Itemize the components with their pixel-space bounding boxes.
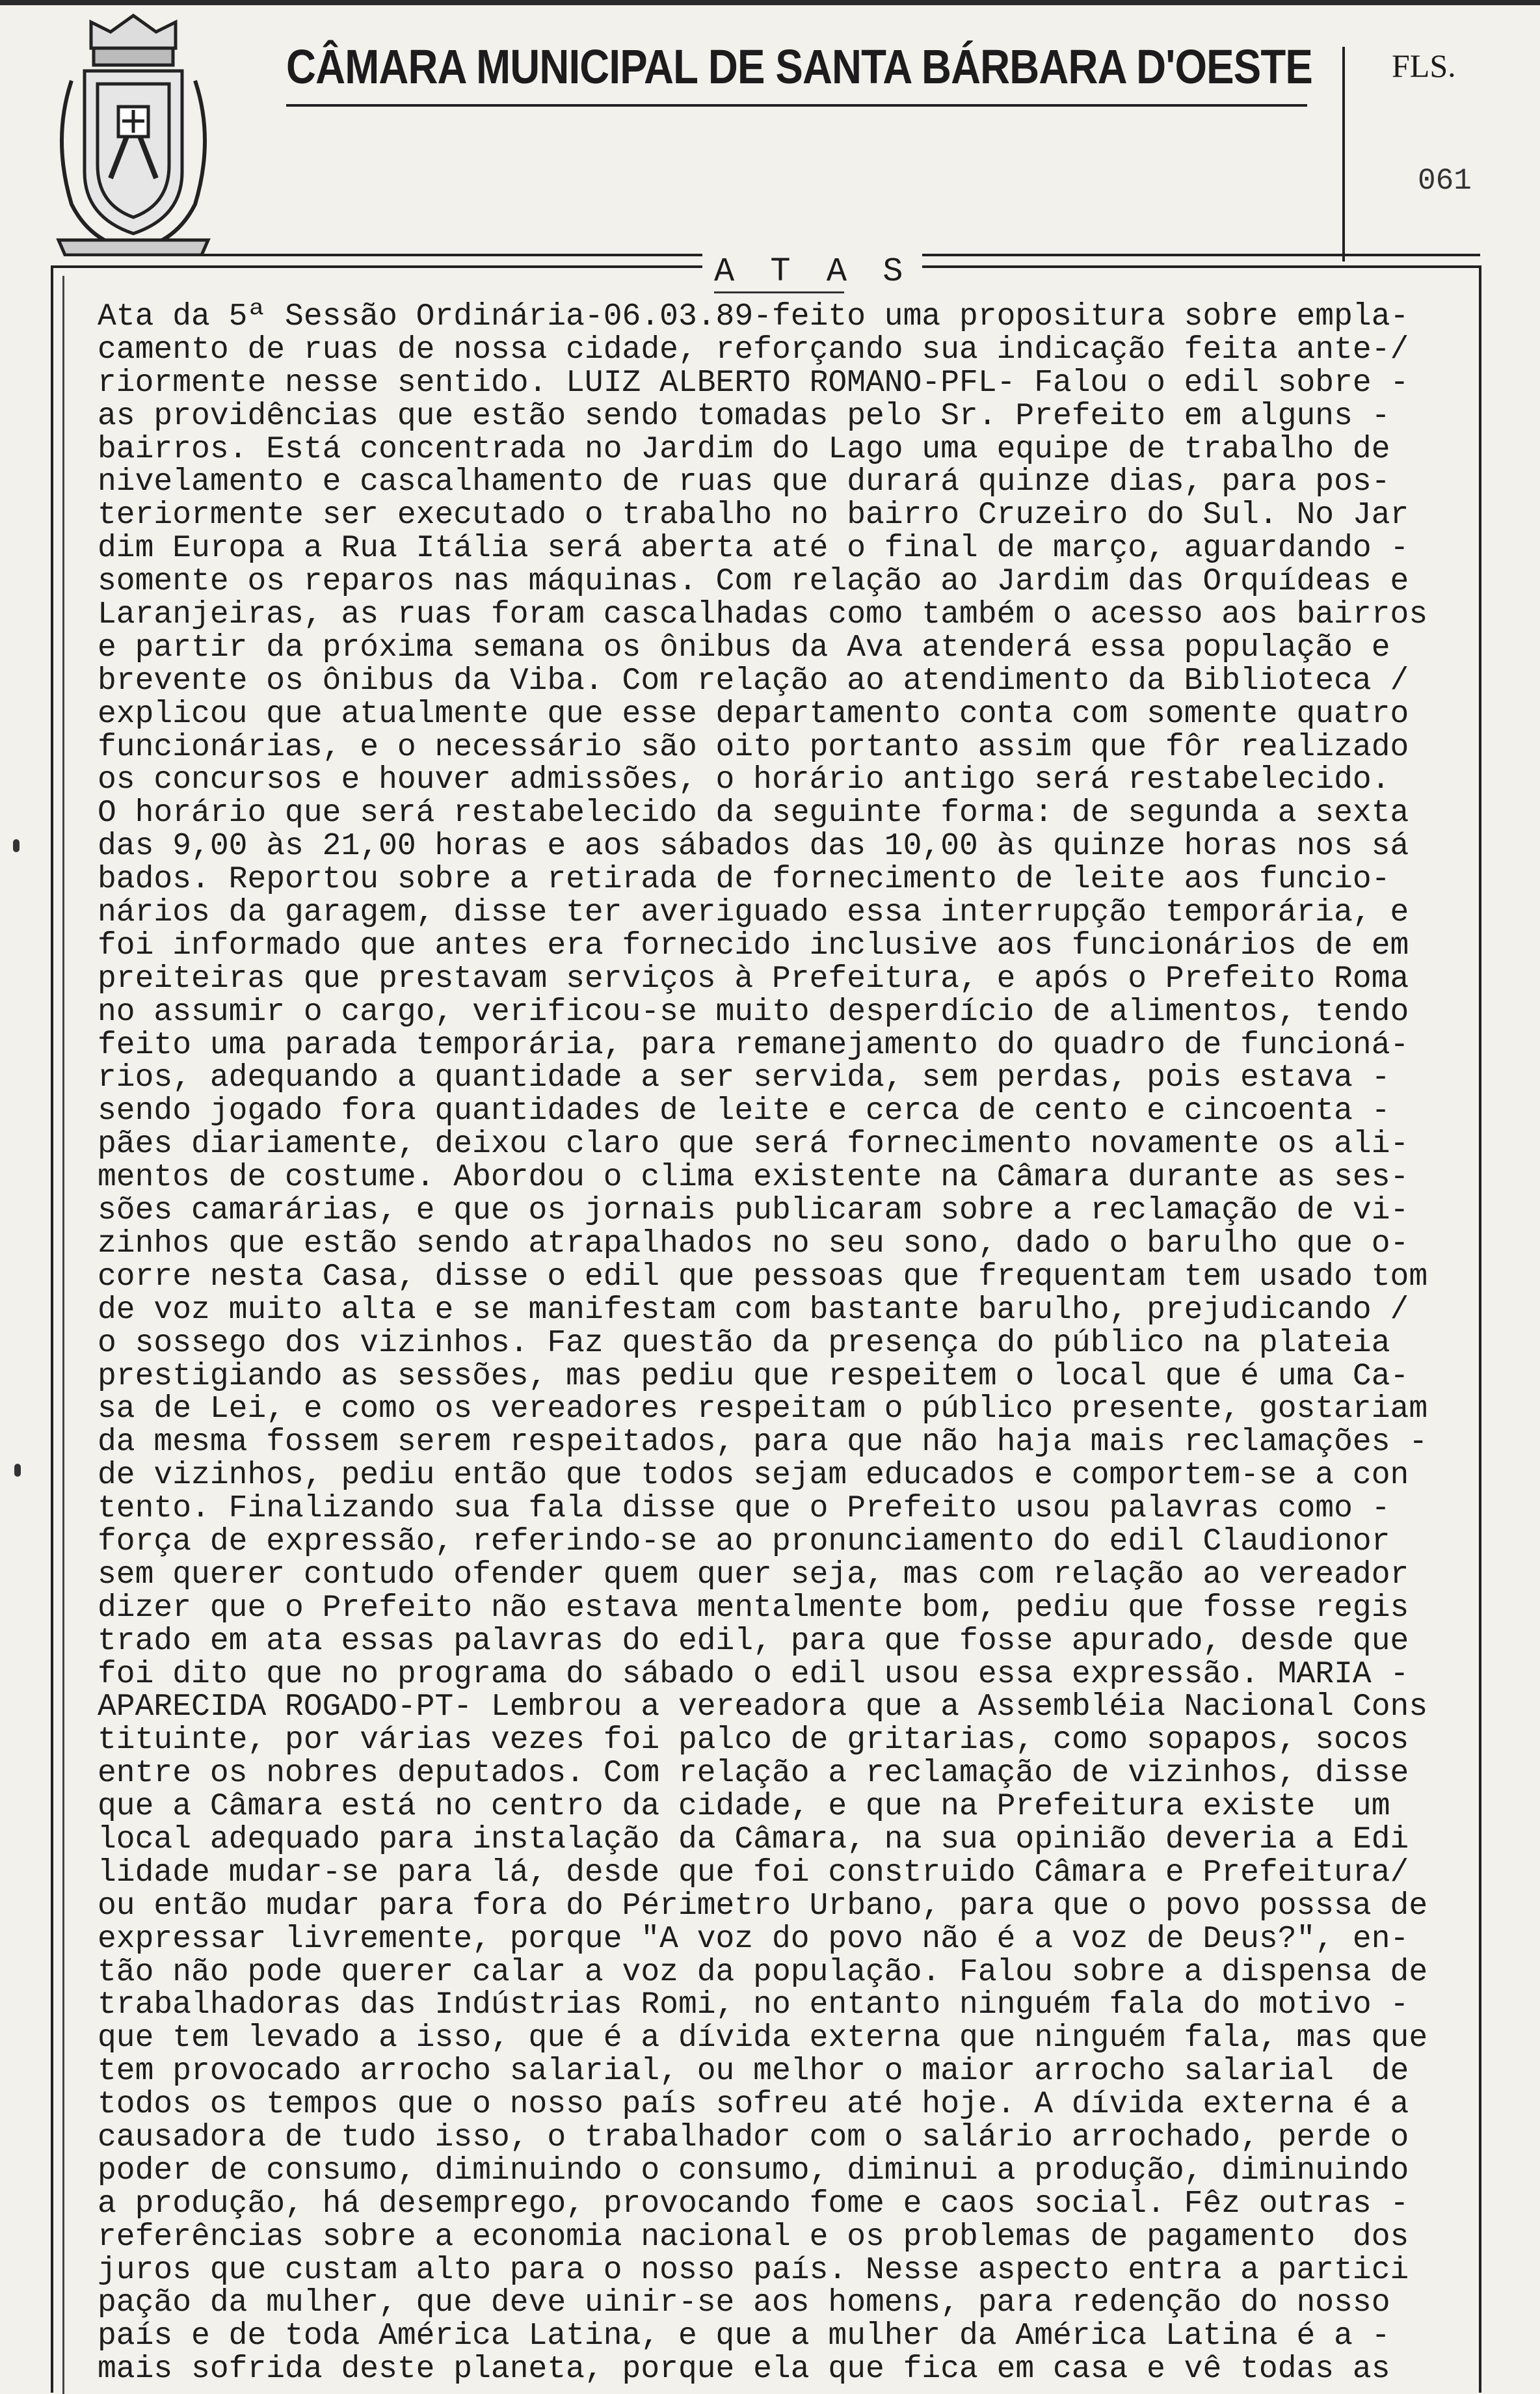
section-title-underline: [714, 291, 844, 293]
municipal-coat-of-arms-icon: [46, 9, 221, 256]
text-line: bairros. Está concentrada no Jardim do Lago uma equipe de trabalho de: [98, 431, 1390, 467]
chamber-name: CÂMARA MUNICIPAL DE SANTA BÁRBARA D'OESTE: [286, 40, 1312, 94]
text-line: país e de toda América Latina, e que a mulher da América Latina é a -: [98, 2319, 1390, 2354]
text-line: referências sobre a economia nacional e os problemas de pagamento dos: [98, 2219, 1409, 2255]
text-line: zinhos que estão sendo atrapalhados no seu sono, dado o barulho que o-: [98, 1226, 1409, 1261]
text-line: todos os tempos que o nosso país sofreu até hoje. A dívida externa é a: [98, 2087, 1409, 2123]
text-line: pães diariamente, deixou claro que será fornecimento novamente os ali-: [98, 1127, 1409, 1163]
text-line: riormente nesse sentido. LUIZ ALBERTO ROMANO-PFL- Falou o edil sobre -: [98, 365, 1409, 401]
text-line: tem provocado arrocho salarial, ou melhor o maior arrocho salarial de: [98, 2054, 1409, 2090]
text-line: e partir da próxima semana os ônibus da Ava atenderá essa população e: [98, 630, 1390, 666]
text-line: local adequado para instalação da Câmara, na sua opinião deveria a Edi: [98, 1822, 1409, 1857]
text-line: camento de ruas de nossa cidade, reforçando sua indicação feita ante-/: [98, 332, 1409, 368]
top-edge-rule: [0, 0, 1540, 5]
page-number: 061: [1418, 164, 1472, 198]
text-line: nários da garagem, disse ter averiguado essa interrupção temporária, e: [98, 895, 1409, 931]
text-line: explicou que atualmente que esse departamento conta com somente quatro: [98, 696, 1409, 732]
text-line: teriormente ser executado o trabalho no bairro Cruzeiro do Sul. No Jar: [98, 498, 1409, 533]
text-line: de vizinhos, pediu então que todos sejam educados e comportem-se a con: [98, 1458, 1409, 1494]
text-line: APARECIDA ROGADO-PT- Lembrou a vereadora que a Assembléia Nacional Cons: [98, 1689, 1428, 1725]
text-line: pação da mulher, que deve uinir-se aos homens, para redenção do nosso: [98, 2285, 1390, 2321]
text-line: nivelamento e cascalhamento de ruas que durará quinze dias, para pos-: [98, 464, 1390, 500]
text-line: trado em ata essas palavras do edil, para que fosse apurado, desde que: [98, 1623, 1409, 1659]
text-line: no assumir o cargo, verificou-se muito desperdício de alimentos, tendo: [98, 994, 1409, 1030]
text-line: tão não pode querer calar a voz da população. Falou sobre a dispensa de: [98, 1954, 1428, 1990]
margin-mark: [14, 1464, 21, 1477]
text-line: dim Europa a Rua Itália será aberta até o final de março, aguardando -: [98, 531, 1409, 567]
text-line: os concursos e houver admissões, o horário antigo será restabelecido.: [98, 762, 1390, 798]
text-line: tento. Finalizando sua fala disse que o Prefeito usou palavras como -: [98, 1491, 1390, 1527]
text-line: expressar livremente, porque "A voz do povo não é a voz de Deus?", en-: [98, 1921, 1409, 1957]
text-line: sões camarárias, e que os jornais publicaram sobre a reclamação de vi-: [98, 1193, 1409, 1229]
text-line: causadora de tudo isso, o trabalhador com o salário arrochado, perde o: [98, 2119, 1409, 2155]
text-line: trabalhadoras das Indústrias Romi, no entanto ninguém fala do motivo -: [98, 1987, 1409, 2023]
text-line: da mesma fossem serem respeitados, para que não haja mais reclamações -: [98, 1425, 1428, 1460]
text-line: somente os reparos nas máquinas. Com relação ao Jardim das Orquídeas e: [98, 564, 1409, 600]
text-line: sa de Lei, e como os vereadores respeitam o público presente, gostariam: [98, 1392, 1428, 1427]
text-line: de voz muito alta e se manifestam com bastante barulho, prejudicando /: [98, 1292, 1409, 1328]
text-line: lidade mudar-se para lá, desde que foi construido Câmara e Prefeitura/: [98, 1855, 1409, 1890]
fls-divider: [1342, 47, 1345, 262]
text-line: foi dito que no programa do sábado o edil usou essa expressão. MARIA -: [98, 1656, 1409, 1692]
text-line: Ata da 5ª Sessão Ordinária-06.03.89-feito uma propositura sobre empla-: [98, 299, 1409, 334]
section-title: A T A S: [702, 252, 922, 291]
fls-label: FLS.: [1392, 47, 1456, 84]
text-line: tituinte, por várias vezes foi palco de gritarias, como sopapos, socos: [98, 1723, 1409, 1758]
title-underline: [286, 104, 1307, 107]
text-line: a produção, há desemprego, provocando fome e caos social. Fêz outras -: [98, 2186, 1409, 2222]
text-line: mentos de costume. Abordou o clima existente na Câmara durante as ses-: [98, 1160, 1409, 1196]
text-line: prestigiando as sessões, mas pediu que respeitem o local que é uma Ca-: [98, 1358, 1409, 1394]
text-line: feito uma parada temporária, para remanejamento do quadro de funcioná-: [98, 1027, 1409, 1063]
text-line: corre nesta Casa, disse o edil que pessoas que frequentam tem usado tom: [98, 1259, 1428, 1295]
text-line: foi informado que antes era fornecido inclusive aos funcionários de em: [98, 928, 1409, 963]
margin-mark: [13, 839, 20, 852]
text-line: funcionárias, e o necessário são oito portanto assim que fôr realizado: [98, 729, 1409, 765]
text-line: poder de consumo, diminuindo o consumo, diminui a produção, diminuindo: [98, 2153, 1409, 2188]
text-line: entre os nobres deputados. Com relação a reclamação de vizinhos, disse: [98, 1756, 1409, 1792]
text-line: Laranjeiras, as ruas foram cascalhadas como também o acesso aos bairros: [98, 597, 1428, 633]
minutes-body: [98, 301, 1502, 2386]
text-line: que tem levado a isso, que é a dívida externa que ninguém fala, mas que: [98, 2021, 1428, 2056]
text-line: das 9,00 às 21,00 horas e aos sábados das 10,00 às quinze horas nos sá: [98, 829, 1409, 865]
text-line: sem querer contudo ofender quem quer seja, mas com relação ao vereador: [98, 1557, 1409, 1593]
text-line: rios, adequando a quantidade a ser servida, sem perdas, pois estava -: [98, 1060, 1390, 1096]
text-line: bados. Reportou sobre a retirada de fornecimento de leite aos funcio-: [98, 862, 1390, 898]
text-line: sendo jogado fora quantidades de leite e cerca de cento e cincoenta -: [98, 1094, 1390, 1129]
text-line: O horário que será restabelecido da seguinte forma: de segunda a sexta: [98, 796, 1409, 831]
text-line: brevente os ônibus da Viba. Com relação ao atendimento da Biblioteca /: [98, 663, 1409, 699]
text-line: juros que custam alto para o nosso país. Nesse aspecto entra a partici: [98, 2252, 1409, 2288]
text-line: as providências que estão sendo tomadas pelo Sr. Prefeito em alguns -: [98, 398, 1390, 434]
text-line: dizer que o Prefeito não estava mentalmente bom, pediu que fosse regis: [98, 1590, 1409, 1626]
text-line: o sossego dos vizinhos. Faz questão da presença do público na plateia: [98, 1325, 1390, 1361]
text-line: força de expressão, referindo-se ao pronunciamento do edil Claudionor: [98, 1524, 1390, 1559]
text-line: ou então mudar para fora do Périmetro Urbano, para que o povo posssa de: [98, 1888, 1428, 1924]
text-line: que a Câmara está no centro da cidade, e que na Prefeitura existe um: [98, 1789, 1390, 1825]
text-line: preiteiras que prestavam serviços à Prefeitura, e após o Prefeito Roma: [98, 961, 1409, 997]
text-line: mais sofrida deste planeta, porque ela que fica em casa e vê todas as: [98, 2352, 1390, 2387]
